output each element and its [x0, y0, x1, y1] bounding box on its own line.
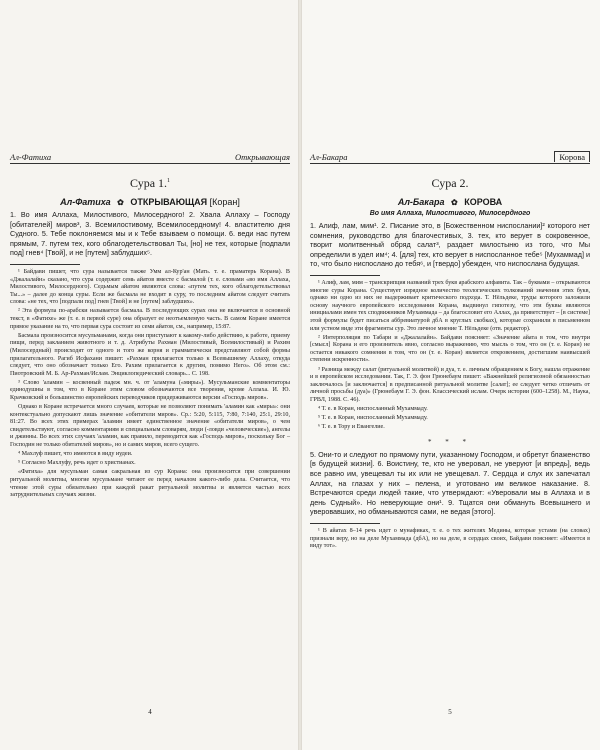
- footnotes: [310, 280, 590, 432]
- footnote: ¹ В айатах 8–14 речь идет о мунафиках, т. е. о тех жителях Медины, которые устами (на словах) признали веру, но на деле Мухаммада (дбА), но на деле, в сердцах своих, Байдави поясняет: «Имеется в виду тот».: [310, 527, 590, 550]
- footnote: ¹ Байдави пишет, что сура называется также Умм ал-Кур'ан (Мать. т. е. праматерь Корана). В «Джалалайн» сказано, что сура содержит семь айатов вместе с басмалой (т. е. словами «во имя Аллаха, Милостивого, Милосердного). Седьмым айатом являются слова: «путем тех, кого облагодетельствовал Ты...» – далее до конца суры. Если же басмала не входит в суру, то последним айатом следует считать слова: «не тех, что [подпали под] гнев [Твой] и не [путем] заблудших».: [10, 268, 290, 306]
- footnote: ⁵ Согласно Махлуфу, речь идет о христианах.: [18, 460, 136, 467]
- footnotes-bottom: [310, 528, 590, 551]
- footnote: ³ Разница между салат (ритуальной молитвой) и дуа, т. е. личным обращением к Богу, нашла отражение и в европейском исследовании. Так, Г. Э. фон Грюнебаум пишет: «Важнейшей религиозной обязанностью заключалось [и заключается] в предписанной ритуальной молитве [салат]; ее следует четко отличать от личной просьбы (дуа)» (Грюнебаум Г. Э. фон. Классический ислам. Очерк истории (600–1258). М., Наука, ГРВЛ, 1988. С. 46).: [310, 366, 590, 403]
- running-head-right: Открывающая: [235, 152, 290, 162]
- running-head: [310, 144, 590, 164]
- section-stars: * * *: [428, 437, 472, 446]
- footnote: ⁴ Махлуф пишет, что имеются в виду иудеи.: [18, 451, 133, 458]
- book-gutter: [298, 0, 302, 750]
- verses-text-continued: 5. Они-то и следуют по прямому пути, указанному Господом, и обретут блаженство [в будущей жизни]. 6. Воистину, те, кто не уверовал, не уверуют [и впредь], ведь все равно им, увещевал ты их или не увещевал. 7. Сердца и слух их запечатал Аллах, на глазах у них – пелена, и уготовано им великое наказание. 8. Встречаются среди людей такие, что утверждают: «Уверовали мы в Аллаха и в день Судный». Но неверующие они¹. 9. Тщатся они обмануть Всевышнего и уверовавших, но обманываются сами, не ведая [этого].: [310, 449, 590, 517]
- footnote: ³ Слово 'аламин – косвенный падеж мн. ч. от 'аламуна («миры»). Мусульманские комментаторы единодушны в том, что в Коране этим словом обозначаются все творения, кроме Аллаха. И. Ю. Крачковский и большинство европейских переводчиков придерживаются версии «Господь миров».: [10, 379, 290, 401]
- ornament-icon: ✿: [117, 198, 124, 207]
- page-number: 5: [448, 708, 452, 716]
- subtitle-bracket: [Коран]: [209, 197, 240, 207]
- verses-text: 1. Алиф, лам, мим¹. 2. Писание это, в [Божественном ниспослании]² которого нет сомнения, руководство для благочестивых, 3. тех, кто верует в сокровенное, творит молитвенный обряд салат³, раздает милостыню из того, что Мы определили в удел им⁴; 4. [для] тех, кто верует в ниспосланное тебе⁵ [Мухаммад] и то, что было ниспослано до тебя⁶, и [твердо] убежден, что ниспослана будущая.: [310, 221, 590, 269]
- footnote: Басмала произносится мусульманами, когда они приступают к какому-либо действию, к работе, приему пищи, перед закланием животного и т. д. Атрибуты Рахман (Милостивый, Всемилостивый) и Рахим (Милосердный) происходят от одного и того же корня и грамматически представляют собой формы прилагательного. Рагиб Исфахани пишет: «Рахман прилагается только к Всевышнему Аллаху, откуда следует, что оно обозначает только Его. Рахим прилагается к другим, помимо Него». Об этом см.: Пиотровский М. Б. Ар-Рахман/Ислам. Энциклопедический словарь... С. 198.: [10, 332, 290, 377]
- running-head-left: Ал-Фатиха: [10, 152, 52, 162]
- ornament-icon: ✿: [451, 198, 458, 207]
- subtitle-arabic: Ал-Бакара: [397, 197, 445, 207]
- sura-subtitle: [310, 197, 590, 207]
- sura-title: Сура 2.: [431, 176, 469, 190]
- footnote: ⁴ Т. е. в Коран, ниспосланный Мухаммаду.: [318, 405, 428, 412]
- footnote: ² Эта формула по-арабски называется басмала. В последующих сурах она не включается в основной текст, в «Фатихе» же (т. е. в первой суре) она образует ее неотъемлемую часть. В самом Коране имеется прямое указание на то, что первая сура состоит из семи айатов, см., например, 15:87.: [10, 308, 290, 330]
- footnote: ⁶ Т. е. в Тору и Евангелие.: [318, 424, 385, 431]
- running-head: [10, 144, 290, 164]
- subtitle-russian: ОТКРЫВАЮЩАЯ: [130, 197, 208, 207]
- footnotes: [10, 269, 290, 500]
- footnote: ⁵ Т. е. в Коран, ниспосланный Мухаммаду.: [318, 415, 428, 422]
- sura-footnote-ref: 1: [167, 178, 171, 184]
- footnote-rule: [310, 275, 380, 276]
- subtitle-arabic: Ал-Фатиха: [60, 197, 111, 207]
- footnote: ¹ Алиф, лам, мим – транскрипция названий трех букв арабского алфавита. Так – буквами – открываются многие суры Корана. Существует изрядное количество теологических толкований значения этих букв, однако ни одно из них не выдерживает критического подхода. Т. Нёльдеке, труды которого заложили основу научного европейского исследования Корана, выдвинул гипотезу, что эти буквы являются инициалами имен тех сподвижников Мухаммада – да благословит его Аллах, да приветствует – [в системе] этой формулы будет писаться аббревиатурой дбА в круглых скобках), которые сохранили в письменном или устном виде эти фрагменты сур. Это личное мнение Т. Нёльдеке (отв. редактор).: [310, 279, 590, 332]
- sura-title: Сура 1.$^1$: [129, 176, 171, 190]
- verses-text: 1. Во имя Аллаха, Милостивого, Милосердного! 2. Хвала Аллаху – Господу [обитателей] миров³, 3. Всемилостивому, Всемилосердному! 4. властителю дня Судного. 5. Тебе поклоняемся мы и к Тебе взываем о помощи. 6. веди нас путем прямым, 7. путем тех, кого облагодетельствовал Ты, [но] не тех, которые [подпали под] гнев⁴ [Твой], и не [путем] заблудших⁵.: [10, 210, 290, 258]
- running-head-left: Ал-Бакара: [310, 152, 348, 162]
- footnote-rule: [310, 523, 380, 524]
- right-page: [300, 0, 600, 750]
- footnote: Однако в Коране встречается много случаев, которые не позволяют понимать 'аламин как «миры»: они контекстуально допускают лишь значение «обитатели миров». Ср.: 5:20, 5:115, 7:80, 7:140, 25:1, 29:10, 81:27. Во всех этих примерах 'аламин имеет единственное значение «обитатели миров», о чем свидетельствуют, согласно комментариям и специальным словарям, люди (-ловди «человеческие»), ангелы и джинны. Во всех этих случаях 'аламин, как правило, переводится как «Господь миров», поскольку Бог – Господин не только обитателей миров», но и самих миров, всего сущего.: [10, 404, 290, 449]
- footnote: ² Интерполяция по Табари и «Джалалайн». Байдави поясняет: «Значение айата в том, что внутри [смысл] Корана и его произнитель явно, согласно выражению, что мысль о том, что он (т. е. Коран) не остается никакого сомнения в том, что он (т. е. Коран) является откровением, достигшим наивысшей степени искренности».: [310, 334, 590, 364]
- running-head-right: Корова: [554, 151, 590, 162]
- subtitle-russian: КОРОВА: [464, 197, 503, 207]
- page-number: 4: [148, 708, 152, 716]
- sura-subtitle: [10, 197, 290, 207]
- footnote: «Фатиха» для мусульман самая сакральная из сур Корана: она произносится при совершении ритуальной молитвы, многие мусульмане читают ее перед началом какого-либо дела. Считается, что чтение этой суры обязательно при каждой ракат ритуальной молитвы и является частью всех затруднительных случаях жизни.: [10, 469, 290, 499]
- basmala: Во имя Аллаха, Милостивого, Милосердного: [369, 210, 531, 217]
- footnote-rule: [10, 264, 80, 265]
